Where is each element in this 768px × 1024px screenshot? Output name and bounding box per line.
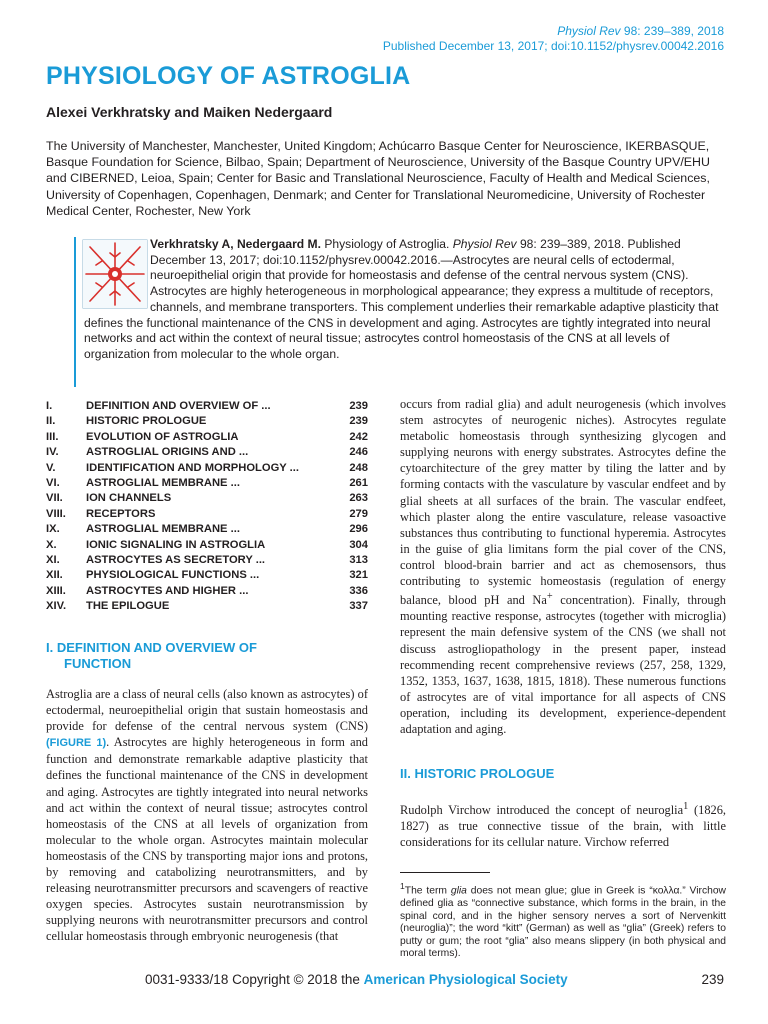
article-title: PHYSIOLOGY OF ASTROGLIA bbox=[46, 62, 411, 90]
journal-citation bbox=[383, 24, 724, 39]
toc-num: XII. bbox=[46, 569, 63, 582]
toc-num: XIII. bbox=[46, 584, 66, 597]
toc-title: ASTROGLIAL ORIGINS AND ... bbox=[86, 446, 249, 459]
toc-page: 313 bbox=[349, 554, 368, 567]
section-heading-line: FUNCTION bbox=[64, 656, 132, 671]
toc-title: IONIC SIGNALING IN ASTROGLIA bbox=[86, 538, 266, 551]
toc-title: ION CHANNELS bbox=[86, 492, 172, 505]
toc-num: IV. bbox=[46, 446, 59, 459]
toc-entry[interactable] bbox=[46, 430, 368, 445]
toc-title: IDENTIFICATION AND MORPHOLOGY ... bbox=[86, 461, 299, 474]
article-authors: Alexei Verkhratsky and Maiken Nedergaard bbox=[46, 104, 333, 120]
toc-num: III. bbox=[46, 430, 59, 443]
publication-info: Published December 13, 2017; doi:10.1152/physrev.00042.2016 bbox=[382, 39, 724, 53]
toc-entry[interactable] bbox=[46, 599, 368, 614]
toc-title: EVOLUTION OF ASTROGLIA bbox=[86, 430, 239, 443]
toc-page: 261 bbox=[349, 477, 368, 490]
toc-num: X. bbox=[46, 538, 57, 551]
toc-num: V. bbox=[46, 461, 56, 474]
section1-paragraph-right bbox=[400, 396, 726, 737]
toc-page: 248 bbox=[349, 461, 368, 474]
toc-entry[interactable] bbox=[46, 476, 368, 491]
superscript-plus: + bbox=[546, 591, 553, 603]
toc-entry[interactable] bbox=[46, 553, 368, 568]
toc-page: 279 bbox=[349, 507, 368, 520]
toc-title: PHYSIOLOGICAL FUNCTIONS ... bbox=[86, 569, 260, 582]
abstract-citation-authors: Verkhratsky A, Nedergaard M. bbox=[150, 237, 321, 251]
toc-num: II. bbox=[46, 415, 56, 428]
abstract-block bbox=[74, 237, 726, 363]
section2-paragraph bbox=[400, 799, 726, 850]
toc-page: 337 bbox=[349, 600, 368, 613]
toc-title: RECEPTORS bbox=[86, 507, 156, 520]
toc-page: 242 bbox=[349, 430, 368, 443]
section-heading-line: I. DEFINITION AND OVERVIEW OF bbox=[46, 640, 257, 655]
footnote-text: The term bbox=[404, 885, 451, 897]
toc-page: 263 bbox=[349, 492, 368, 505]
toc-num: I. bbox=[46, 400, 53, 412]
paragraph-text: Astroglia are a class of neural cells (also known as astrocytes) of ectodermal, neuroepithelial origin that sustain homeostasis and provide for defense of the central nervous system (CNS) bbox=[46, 687, 368, 734]
toc-page: 239 bbox=[349, 415, 368, 428]
toc-num: VII. bbox=[46, 492, 63, 505]
abstract-citation-journal: Physiol Rev bbox=[452, 237, 517, 251]
table-of-contents bbox=[46, 399, 368, 615]
abstract-body: Astrocytes are neural cells of ectodermal, neuroepithelial origin that provide for homeostasis and defense of the central nervous system (CNS). Astrocytes are highly heterogeneous in morphological appearance; they express a multitude of receptors, channels, and membrane transporters. This complement underlies their remarkable adaptive plasticity that defines the functional maintenance of the CNS in development and aging. Astrocytes are tightly integrated into neural networks and act within the context of neural tissue; astrocytes control homeostasis of the CNS at all levels of organization from molecular to the whole organ. bbox=[84, 252, 719, 361]
toc-title: HISTORIC PROLOGUE bbox=[86, 415, 207, 428]
toc-num: VIII. bbox=[46, 507, 66, 520]
toc-page: 304 bbox=[349, 538, 368, 551]
footnote-number: 1 bbox=[400, 881, 405, 891]
footnote-term: glia bbox=[450, 885, 467, 897]
toc-page: 246 bbox=[349, 446, 368, 459]
society-name: American Physiological Society bbox=[363, 972, 568, 987]
copyright-line bbox=[145, 972, 568, 987]
copyright-text: 0031-9333/18 Copyright © 2018 the bbox=[145, 972, 364, 987]
abstract-citation-details: 98: 239–389, 2018. Published December 13, 2017; doi:10.1152/physrev.00042.2016.— bbox=[150, 237, 681, 267]
toc-title: ASTROGLIAL MEMBRANE ... bbox=[86, 477, 240, 490]
footnote-1 bbox=[400, 880, 726, 961]
toc-num: VI. bbox=[46, 477, 60, 490]
footnote-text: does not mean glue; glue in Greek is “κολλα.” Virchow defined glia as “connective substance, which forms in the brain, in the spinal cord, and in the higher sensory nerves a sort of Nervenkitt (neuroglia)”; the word “kitt” (German) as well as “glia” (Greek) refers to putty or gum; the root “glia” also means slippery (in both physical and moral terms). bbox=[400, 885, 726, 960]
toc-num: IX. bbox=[46, 523, 60, 536]
footnote-divider bbox=[400, 872, 490, 873]
toc-title: DEFINITION AND OVERVIEW OF ... bbox=[86, 400, 271, 412]
toc-entry[interactable] bbox=[46, 507, 368, 522]
toc-entry[interactable] bbox=[46, 538, 368, 553]
toc-num: XI. bbox=[46, 554, 60, 567]
toc-page: 321 bbox=[349, 569, 368, 582]
astrocyte-icon bbox=[82, 239, 148, 309]
toc-entry[interactable] bbox=[46, 522, 368, 537]
footnote-marker[interactable]: 1 bbox=[683, 801, 689, 812]
toc-entry[interactable] bbox=[46, 445, 368, 460]
toc-page: 336 bbox=[349, 584, 368, 597]
journal-header bbox=[383, 24, 724, 54]
paragraph-text: Rudolph Virchow introduced the concept of neuroglia bbox=[400, 803, 684, 818]
abstract-text bbox=[74, 237, 726, 363]
toc-page: 296 bbox=[349, 523, 368, 536]
toc-entry[interactable] bbox=[46, 491, 368, 506]
journal-name: Physiol Rev bbox=[557, 24, 621, 38]
author-affiliations: The University of Manchester, Manchester, United Kingdom; Achúcarro Basque Center for Neuroscience, IKERBASQUE, Basque Foundation for Science, Bilbao, Spain; Department of Neuroscience, University of the Basque Country UPV/EHU and CIBERNED, Leioa, Spain; Center for Basic and Translational Neuroscience, Faculty of Health and Medical Sciences, University of Copenhagen, Copenhagen, Denmark; and Center for Translational Neuromedicine, University of Rochester Medical Center, Rochester, New York bbox=[46, 139, 710, 218]
toc-entry[interactable] bbox=[46, 461, 368, 476]
journal-volume-pages: 98: 239–389, 2018 bbox=[620, 24, 724, 38]
toc-title: ASTROGLIAL MEMBRANE ... bbox=[86, 523, 240, 536]
toc-title: ASTROCYTES AS SECRETORY ... bbox=[86, 554, 266, 567]
toc-entry[interactable] bbox=[46, 414, 368, 429]
toc-title: ASTROCYTES AND HIGHER ... bbox=[86, 584, 249, 597]
toc-entry[interactable] bbox=[46, 399, 368, 414]
section1-paragraph-left bbox=[46, 686, 368, 945]
paragraph-text: . Astrocytes are highly heterogeneous in form and function and demonstrate remarkable adaptive plasticity that defines the functional maintenance of the CNS in development and aging. Astrocytes are tightly integrated into neural networks and act within the context of neural tissue; astrocytes control homeostasis of the CNS at all levels of organization from molecular to the whole organ. Astrocytes maintain molecular homeostasis of the CNS by transporting major ions and protons, by removing and catabolizing neurotransmitters, and by releasing neurotransmitter precursors and scavengers of reactive oxygen species. Astrocytes sustain neurotransmission by supplying neurons with neurotransmitter precursors and control cellular homeostasis through embryonic neurogenesis (that bbox=[46, 735, 368, 944]
page-number: 239 bbox=[701, 972, 724, 987]
toc-num: XIV. bbox=[46, 600, 67, 613]
abstract-rule bbox=[74, 237, 76, 387]
paragraph-text: (1826, 1827) as true connective tissue of the brain, with little considerations for its cellular nature. Virchow referred bbox=[400, 803, 726, 850]
toc-page: 239 bbox=[349, 400, 368, 412]
abstract-citation-title: Physiology of Astroglia. bbox=[320, 237, 453, 251]
toc-entry[interactable] bbox=[46, 584, 368, 599]
figure-1-link[interactable]: (FIGURE 1) bbox=[46, 737, 107, 750]
paragraph-text: occurs from radial glia) and adult neurogenesis (which involves stem astrocytes of neurogenic niches). Astrocytes regulate metabolic homeostasis through synthesizing glycogen and supplying neurons with energy substrates. Astrocytes define the cytoarchitecture of the grey matter by tiling the latter and by forming contacts with the vasculature by vascular endfeet and by glial sheets at all surfaces of the brain. The vascular endfeet, which plaster along the entire vasculature, release vasoactive substances thus contributing to functional hyperemia. Astrocytes in the guise of glia limitans form the pial cover of the CNS, control blood-brain barrier and act as chemosensors, thus contributing to systemic homeostasis (regulation of energy balance, blood pH and Na bbox=[400, 397, 726, 608]
toc-title: THE EPILOGUE bbox=[86, 600, 170, 613]
section-heading-definition bbox=[46, 640, 366, 672]
toc-entry[interactable] bbox=[46, 568, 368, 583]
paragraph-text: concentration). Finally, through mounting reactive response, astrocytes (together with microglia) represent the main defensive system of the CNS (we shall not discuss astrogliopathology in the present paper, instead recommending recent comprehensive reviews (257, 258, 1329, 1352, 1353, 1637, 1638, 1815, 1818). These numerous functions of astrocytes are of vital importance for all aspects of CNS operation, including its development, experience-dependent adaptation and aging. bbox=[400, 593, 726, 736]
section-heading-historic-prologue: II. HISTORIC PROLOGUE bbox=[400, 766, 555, 781]
